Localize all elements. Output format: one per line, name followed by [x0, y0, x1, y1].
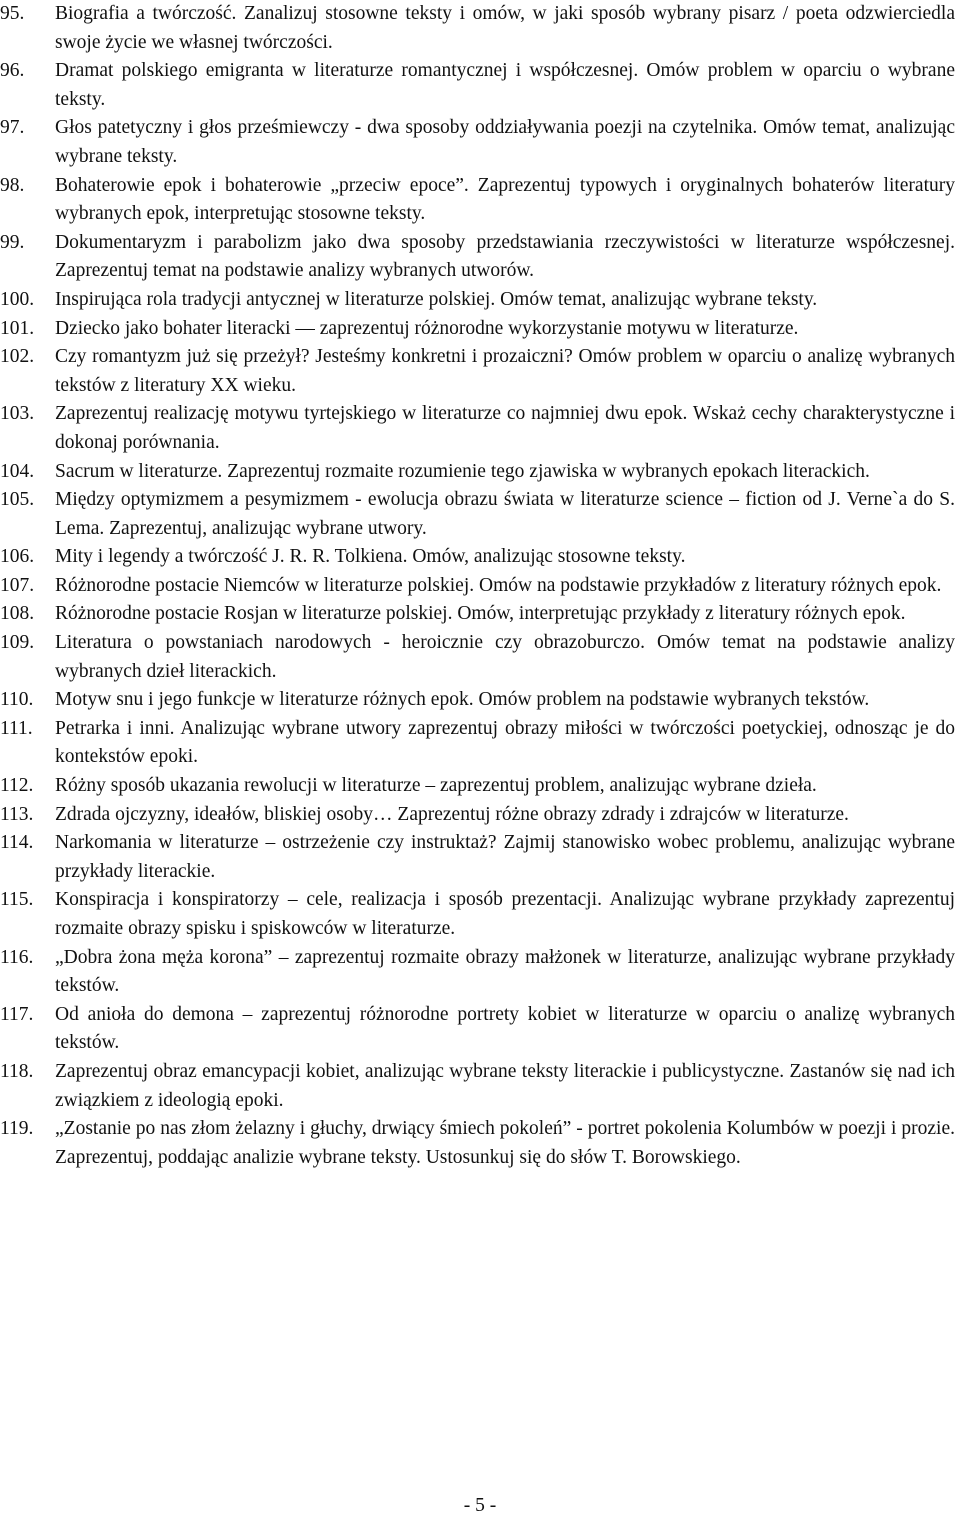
- topic-text: Zaprezentuj realizację motywu tyrtejskiego w literaturze co najmniej dwu epok. Wskaż cechy charakterystyczne i dokonaj porównania.: [55, 403, 955, 453]
- topic-number: 112.: [0, 775, 34, 797]
- topic-item: [0, 1058, 955, 1115]
- topic-number: 115.: [0, 889, 34, 911]
- topic-item: [0, 1115, 955, 1172]
- topic-text: Zaprezentuj obraz emancypacji kobiet, analizując wybrane teksty literackie i publicystyczne. Zastanów się nad ich związkiem z ideologią epoki.: [55, 1060, 955, 1111]
- topic-number: 104.: [0, 460, 35, 482]
- topic-text: Dramat polskiego emigranta w literaturze romantycznej i współczesnej. Omów problem w oparciu o wybrane teksty.: [55, 60, 955, 110]
- topic-item: [0, 543, 955, 572]
- topic-item: [0, 572, 955, 601]
- topic-item: [0, 600, 955, 629]
- topic-item: [0, 315, 955, 344]
- topic-item: [0, 886, 955, 943]
- topic-item: [0, 801, 955, 830]
- topic-text: Konspiracja i konspiratorzy – cele, realizacja i sposób prezentacji. Analizując wybrane przykłady zaprezentuj rozmaite obrazy spisku i spiskowców w literaturze.: [55, 889, 955, 939]
- topic-text: Między optymizmem a pesymizmem - ewolucja obrazu świata w literaturze science – fiction od J. Verne`a do S. Lema. Zaprezentuj, analizując wybrane utwory.: [55, 489, 955, 539]
- topic-text: Narkomania w literaturze – ostrzeżenie czy instruktaż? Zajmij stanowisko wobec problemu, analizując wybrane przykłady literackie.: [55, 832, 955, 882]
- topic-text: Sacrum w literaturze. Zaprezentuj rozmaite rozumienie tego zjawiska w wybranych epokach literackich.: [55, 460, 870, 482]
- topic-item: [0, 286, 955, 315]
- topic-text: Od anioła do demona – zaprezentuj różnorodne portrety kobiet w literaturze w oparciu o analizę wybranych tekstów.: [55, 1003, 955, 1054]
- topic-text: Różnorodne postacie Niemców w literaturze polskiej. Omów na podstawie przykładów z literatury różnych epok.: [55, 574, 942, 596]
- topic-item: [0, 772, 955, 801]
- topic-number: 109.: [0, 632, 35, 654]
- topic-text: Dokumentaryzm i parabolizm jako dwa sposoby przedstawiania rzeczywistości w literaturze współczesnej. Zaprezentuj temat na podstawie analizy wybranych utworów.: [55, 231, 955, 282]
- topic-number: 96.: [0, 60, 25, 82]
- topic-number: 110.: [0, 689, 34, 711]
- topic-item: [0, 400, 955, 457]
- topic-item: [0, 114, 955, 171]
- topic-number: 106.: [0, 546, 35, 568]
- topic-item: [0, 229, 955, 286]
- topic-number: 105.: [0, 489, 35, 511]
- topic-number: 97.: [0, 117, 25, 139]
- topic-text: „Zostanie po nas złom żelazny i głuchy, drwiący śmiech pokoleń” - portret pokolenia Kolumbów w poezji i prozie. Zaprezentuj, poddając analizie wybrane teksty. Ustosunkuj się do słów T. Borowskiego.: [55, 1118, 955, 1168]
- topic-text: Bohaterowie epok i bohaterowie „przeciw epoce”. Zaprezentuj typowych i oryginalnych bohaterów literatury wybranych epok, interpretując stosowne teksty.: [55, 174, 955, 225]
- topic-item: [0, 944, 955, 1001]
- topic-text: Inspirująca rola tradycji antycznej w literaturze polskiej. Omów temat, analizując wybrane teksty.: [55, 288, 818, 310]
- topic-number: 98.: [0, 174, 25, 196]
- topic-item: [0, 629, 955, 686]
- topic-number: 118.: [0, 1060, 34, 1082]
- topic-number: 101.: [0, 317, 35, 339]
- topic-item: [0, 715, 955, 772]
- topic-number: 114.: [0, 832, 34, 854]
- topic-text: Czy romantyzm już się przeżył? Jesteśmy konkretni i prozaiczni? Omów problem w oparciu o analizę wybranych tekstów z literatury XX wieku.: [55, 346, 955, 396]
- topic-item: [0, 486, 955, 543]
- topic-item: [0, 343, 955, 400]
- topic-item: [0, 829, 955, 886]
- topic-item: [0, 1001, 955, 1058]
- topic-number: 117.: [0, 1003, 34, 1025]
- topic-text: „Dobra żona męża korona” – zaprezentuj rozmaite obrazy małżonek w literaturze, analizując wybrane przykłady tekstów.: [55, 946, 955, 997]
- topic-text: Motyw snu i jego funkcje w literaturze różnych epok. Omów problem na podstawie wybranych tekstów.: [55, 689, 870, 711]
- topic-number: 116.: [0, 946, 34, 968]
- topic-text: Mity i legendy a twórczość J. R. R. Tolkiena. Omów, analizując stosowne teksty.: [55, 546, 686, 568]
- topic-item: [0, 686, 955, 715]
- topic-number: 103.: [0, 403, 35, 425]
- topic-text: Różny sposób ukazania rewolucji w literaturze – zaprezentuj problem, analizując wybrane dzieła.: [55, 775, 817, 797]
- topic-text: Różnorodne postacie Rosjan w literaturze polskiej. Omów, interpretując przykłady z literatury różnych epok.: [55, 603, 906, 625]
- topic-number: 113.: [0, 803, 34, 825]
- topic-text: Głos patetyczny i głos prześmiewczy - dwa sposoby oddziaływania poezji na czytelnika. Omów temat, analizując wybrane teksty.: [55, 117, 955, 167]
- topic-number: 95.: [0, 3, 25, 24]
- topic-number: 99.: [0, 231, 25, 253]
- topic-item: [0, 458, 955, 487]
- topic-number: 111.: [0, 717, 33, 739]
- page-number: - 5 -: [463, 1495, 497, 1516]
- topic-number: 108.: [0, 603, 35, 625]
- topic-number: 107.: [0, 574, 35, 596]
- topic-text: Petrarka i inni. Analizując wybrane utwory zaprezentuj obrazy miłości w twórczości poetyckiej, odnosząc je do kontekstów epoki.: [55, 717, 955, 768]
- topic-text: Zdrada ojczyzny, ideałów, bliskiej osoby… Zaprezentuj różne obrazy zdrady i zdrajców w literaturze.: [55, 803, 849, 825]
- topic-text: Biografia a twórczość. Zanalizuj stosowne teksty i omów, w jaki sposób wybrany pisarz / poeta odzwierciedla swoje życie we własnej twórczości.: [55, 3, 955, 53]
- topic-item: [0, 57, 955, 114]
- topic-text: Dziecko jako bohater literacki — zaprezentuj różnorodne wykorzystanie motywu w literaturze.: [55, 317, 799, 339]
- topic-item: [0, 172, 955, 229]
- topic-number: 100.: [0, 288, 35, 310]
- topic-number: 119.: [0, 1118, 34, 1140]
- topic-text: Literatura o powstaniach narodowych - heroicznie czy obrazoburczo. Omów temat na podstawie analizy wybranych dzieł literackich.: [55, 632, 955, 682]
- topic-number: 102.: [0, 346, 35, 368]
- topic-item: [0, 0, 955, 57]
